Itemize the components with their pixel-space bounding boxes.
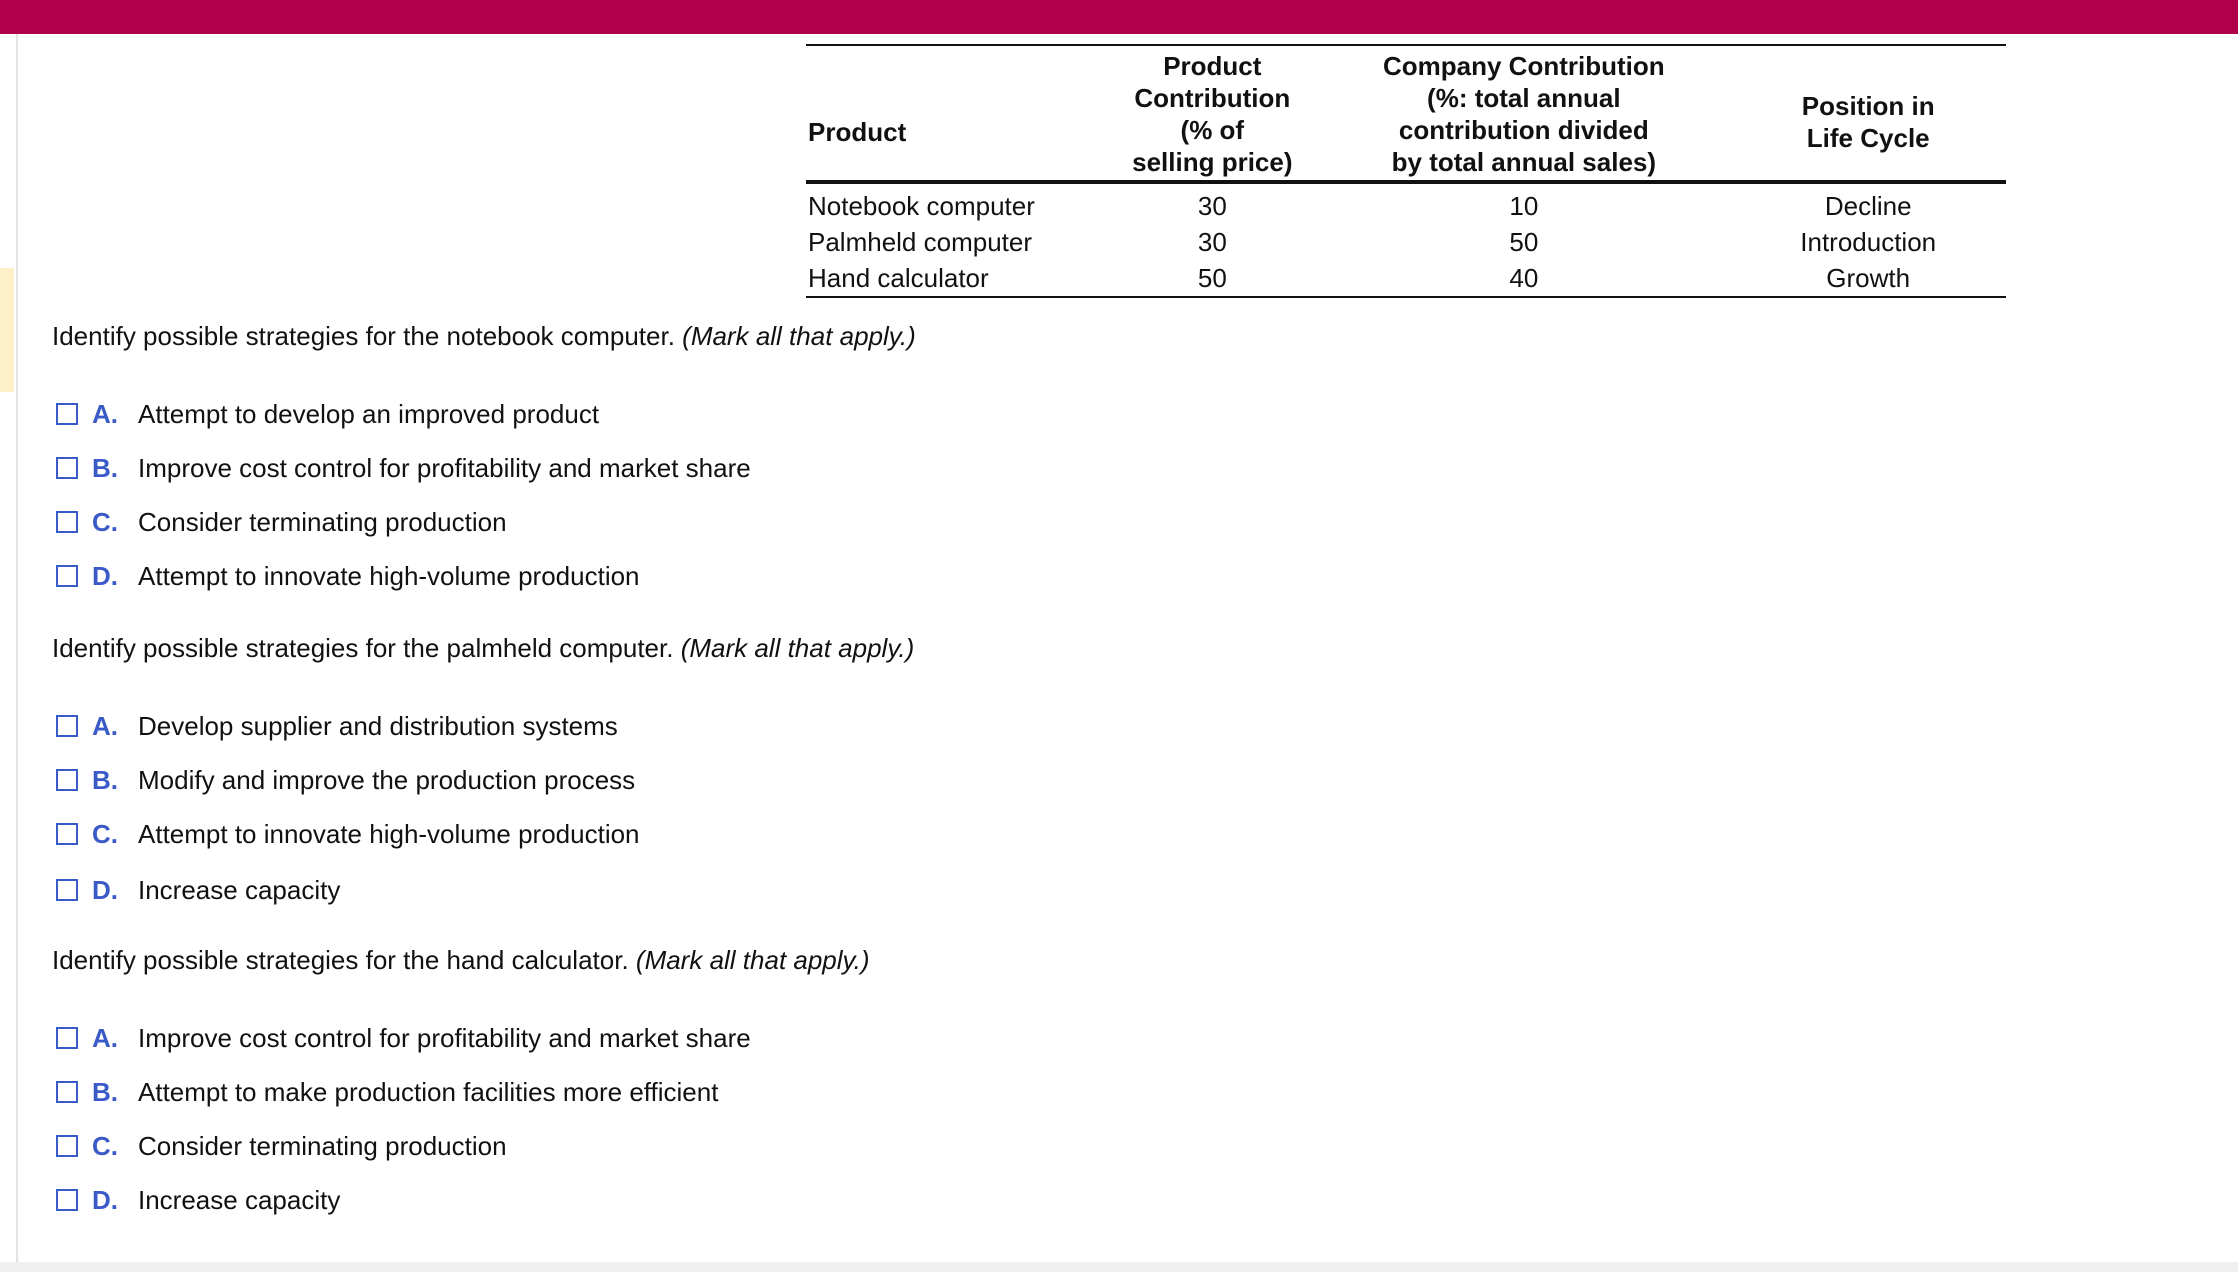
header-line: Company Contribution — [1383, 51, 1665, 81]
question-prompt-palmheld — [52, 632, 914, 664]
table-header-row — [806, 45, 2006, 182]
checkbox[interactable] — [56, 879, 78, 901]
checkbox[interactable] — [56, 715, 78, 737]
header-line: selling price) — [1132, 147, 1293, 177]
table-row — [806, 224, 2006, 260]
product-data-table — [806, 44, 2006, 298]
calculator-option-d[interactable] — [56, 1184, 340, 1216]
notebook-option-d[interactable] — [56, 560, 640, 592]
cell-product-contribution: 30 — [1197, 227, 1227, 257]
palmheld-option-b[interactable] — [56, 764, 635, 796]
checkbox[interactable] — [56, 403, 78, 425]
option-text: Attempt to innovate high-volume production — [138, 818, 640, 849]
option-text: Consider terminating production — [138, 1130, 507, 1161]
left-divider — [16, 34, 18, 1262]
prompt-instruction: (Mark all that apply.) — [680, 633, 915, 663]
checkbox[interactable] — [56, 1081, 78, 1103]
checkbox[interactable] — [56, 1189, 78, 1211]
option-letter: C. — [92, 818, 118, 849]
question-prompt-notebook — [52, 320, 916, 352]
prompt-text: Identify possible strategies for the notebook computer. — [52, 321, 675, 351]
notebook-option-c[interactable] — [56, 506, 507, 538]
header-position — [1730, 45, 2006, 182]
header-line: Life Cycle — [1806, 123, 1930, 153]
option-text: Develop supplier and distribution systems — [138, 710, 618, 741]
header-bar — [0, 0, 2238, 34]
prompt-text: Identify possible strategies for the palmheld computer. — [52, 633, 674, 663]
checkbox[interactable] — [56, 457, 78, 479]
prompt-instruction: (Mark all that apply.) — [635, 945, 870, 975]
option-letter: B. — [92, 1076, 118, 1107]
option-letter: A. — [92, 710, 118, 741]
checkbox[interactable] — [56, 1027, 78, 1049]
notebook-option-a[interactable] — [56, 398, 599, 430]
option-text: Increase capacity — [138, 1184, 341, 1215]
cell-product: Notebook computer — [808, 191, 1035, 221]
option-letter: D. — [92, 560, 118, 591]
calculator-option-b[interactable] — [56, 1076, 718, 1108]
palmheld-option-c[interactable] — [56, 818, 640, 850]
cell-position: Growth — [1730, 260, 2006, 297]
option-text: Modify and improve the production process — [138, 764, 636, 795]
option-text: Consider terminating production — [138, 506, 507, 537]
cell-position: Introduction — [1800, 227, 1937, 257]
checkbox[interactable] — [56, 1135, 78, 1157]
checkbox[interactable] — [56, 511, 78, 533]
header-line: (%: total annual — [1427, 83, 1621, 113]
checkbox[interactable] — [56, 565, 78, 587]
header-line: Position in — [1801, 91, 1935, 121]
option-text: Improve cost control for profitability and market share — [138, 1022, 751, 1053]
checkbox[interactable] — [56, 769, 78, 791]
calculator-option-a[interactable] — [56, 1022, 751, 1054]
header-company-contribution — [1317, 45, 1730, 182]
notebook-option-b[interactable] — [56, 452, 751, 484]
checkbox[interactable] — [56, 823, 78, 845]
cell-product-contribution: 50 — [1107, 260, 1317, 297]
footer-band — [0, 1262, 2238, 1272]
option-letter: B. — [92, 452, 118, 483]
header-line: Product — [1163, 51, 1262, 81]
option-letter: C. — [92, 1130, 118, 1161]
cell-product: Hand calculator — [806, 260, 1107, 297]
header-line: contribution divided — [1398, 115, 1649, 145]
option-letter: A. — [92, 398, 118, 429]
header-product-contribution — [1107, 45, 1317, 182]
header-product: Product — [806, 45, 1107, 182]
option-text: Attempt to develop an improved product — [138, 398, 600, 429]
calculator-option-c[interactable] — [56, 1130, 507, 1162]
cell-position: Decline — [1824, 191, 1912, 221]
current-question-marker — [0, 268, 14, 392]
cell-company-contribution: 40 — [1317, 260, 1730, 297]
prompt-text: Identify possible strategies for the hand calculator. — [52, 945, 629, 975]
cell-product-contribution: 30 — [1197, 191, 1227, 221]
option-text: Attempt to innovate high-volume production — [138, 560, 640, 591]
option-letter: A. — [92, 1022, 118, 1053]
table-row — [806, 260, 2006, 297]
header-line: (% of — [1180, 115, 1245, 145]
header-line: by total annual sales) — [1391, 147, 1657, 177]
option-text: Increase capacity — [138, 874, 341, 905]
header-line: Contribution — [1134, 83, 1291, 113]
palmheld-option-d[interactable] — [56, 874, 340, 906]
cell-company-contribution: 10 — [1509, 191, 1539, 221]
table-row — [806, 182, 2006, 224]
option-letter: D. — [92, 874, 118, 905]
option-text: Attempt to make production facilities more efficient — [138, 1076, 719, 1107]
option-letter: C. — [92, 506, 118, 537]
cell-product: Palmheld computer — [808, 227, 1032, 257]
question-prompt-hand-calculator — [52, 944, 870, 976]
cell-company-contribution: 50 — [1509, 227, 1539, 257]
palmheld-option-a[interactable] — [56, 710, 618, 742]
option-letter: B. — [92, 764, 118, 795]
option-letter: D. — [92, 1184, 118, 1215]
option-text: Improve cost control for profitability and market share — [138, 452, 751, 483]
prompt-instruction: (Mark all that apply.) — [682, 321, 916, 351]
